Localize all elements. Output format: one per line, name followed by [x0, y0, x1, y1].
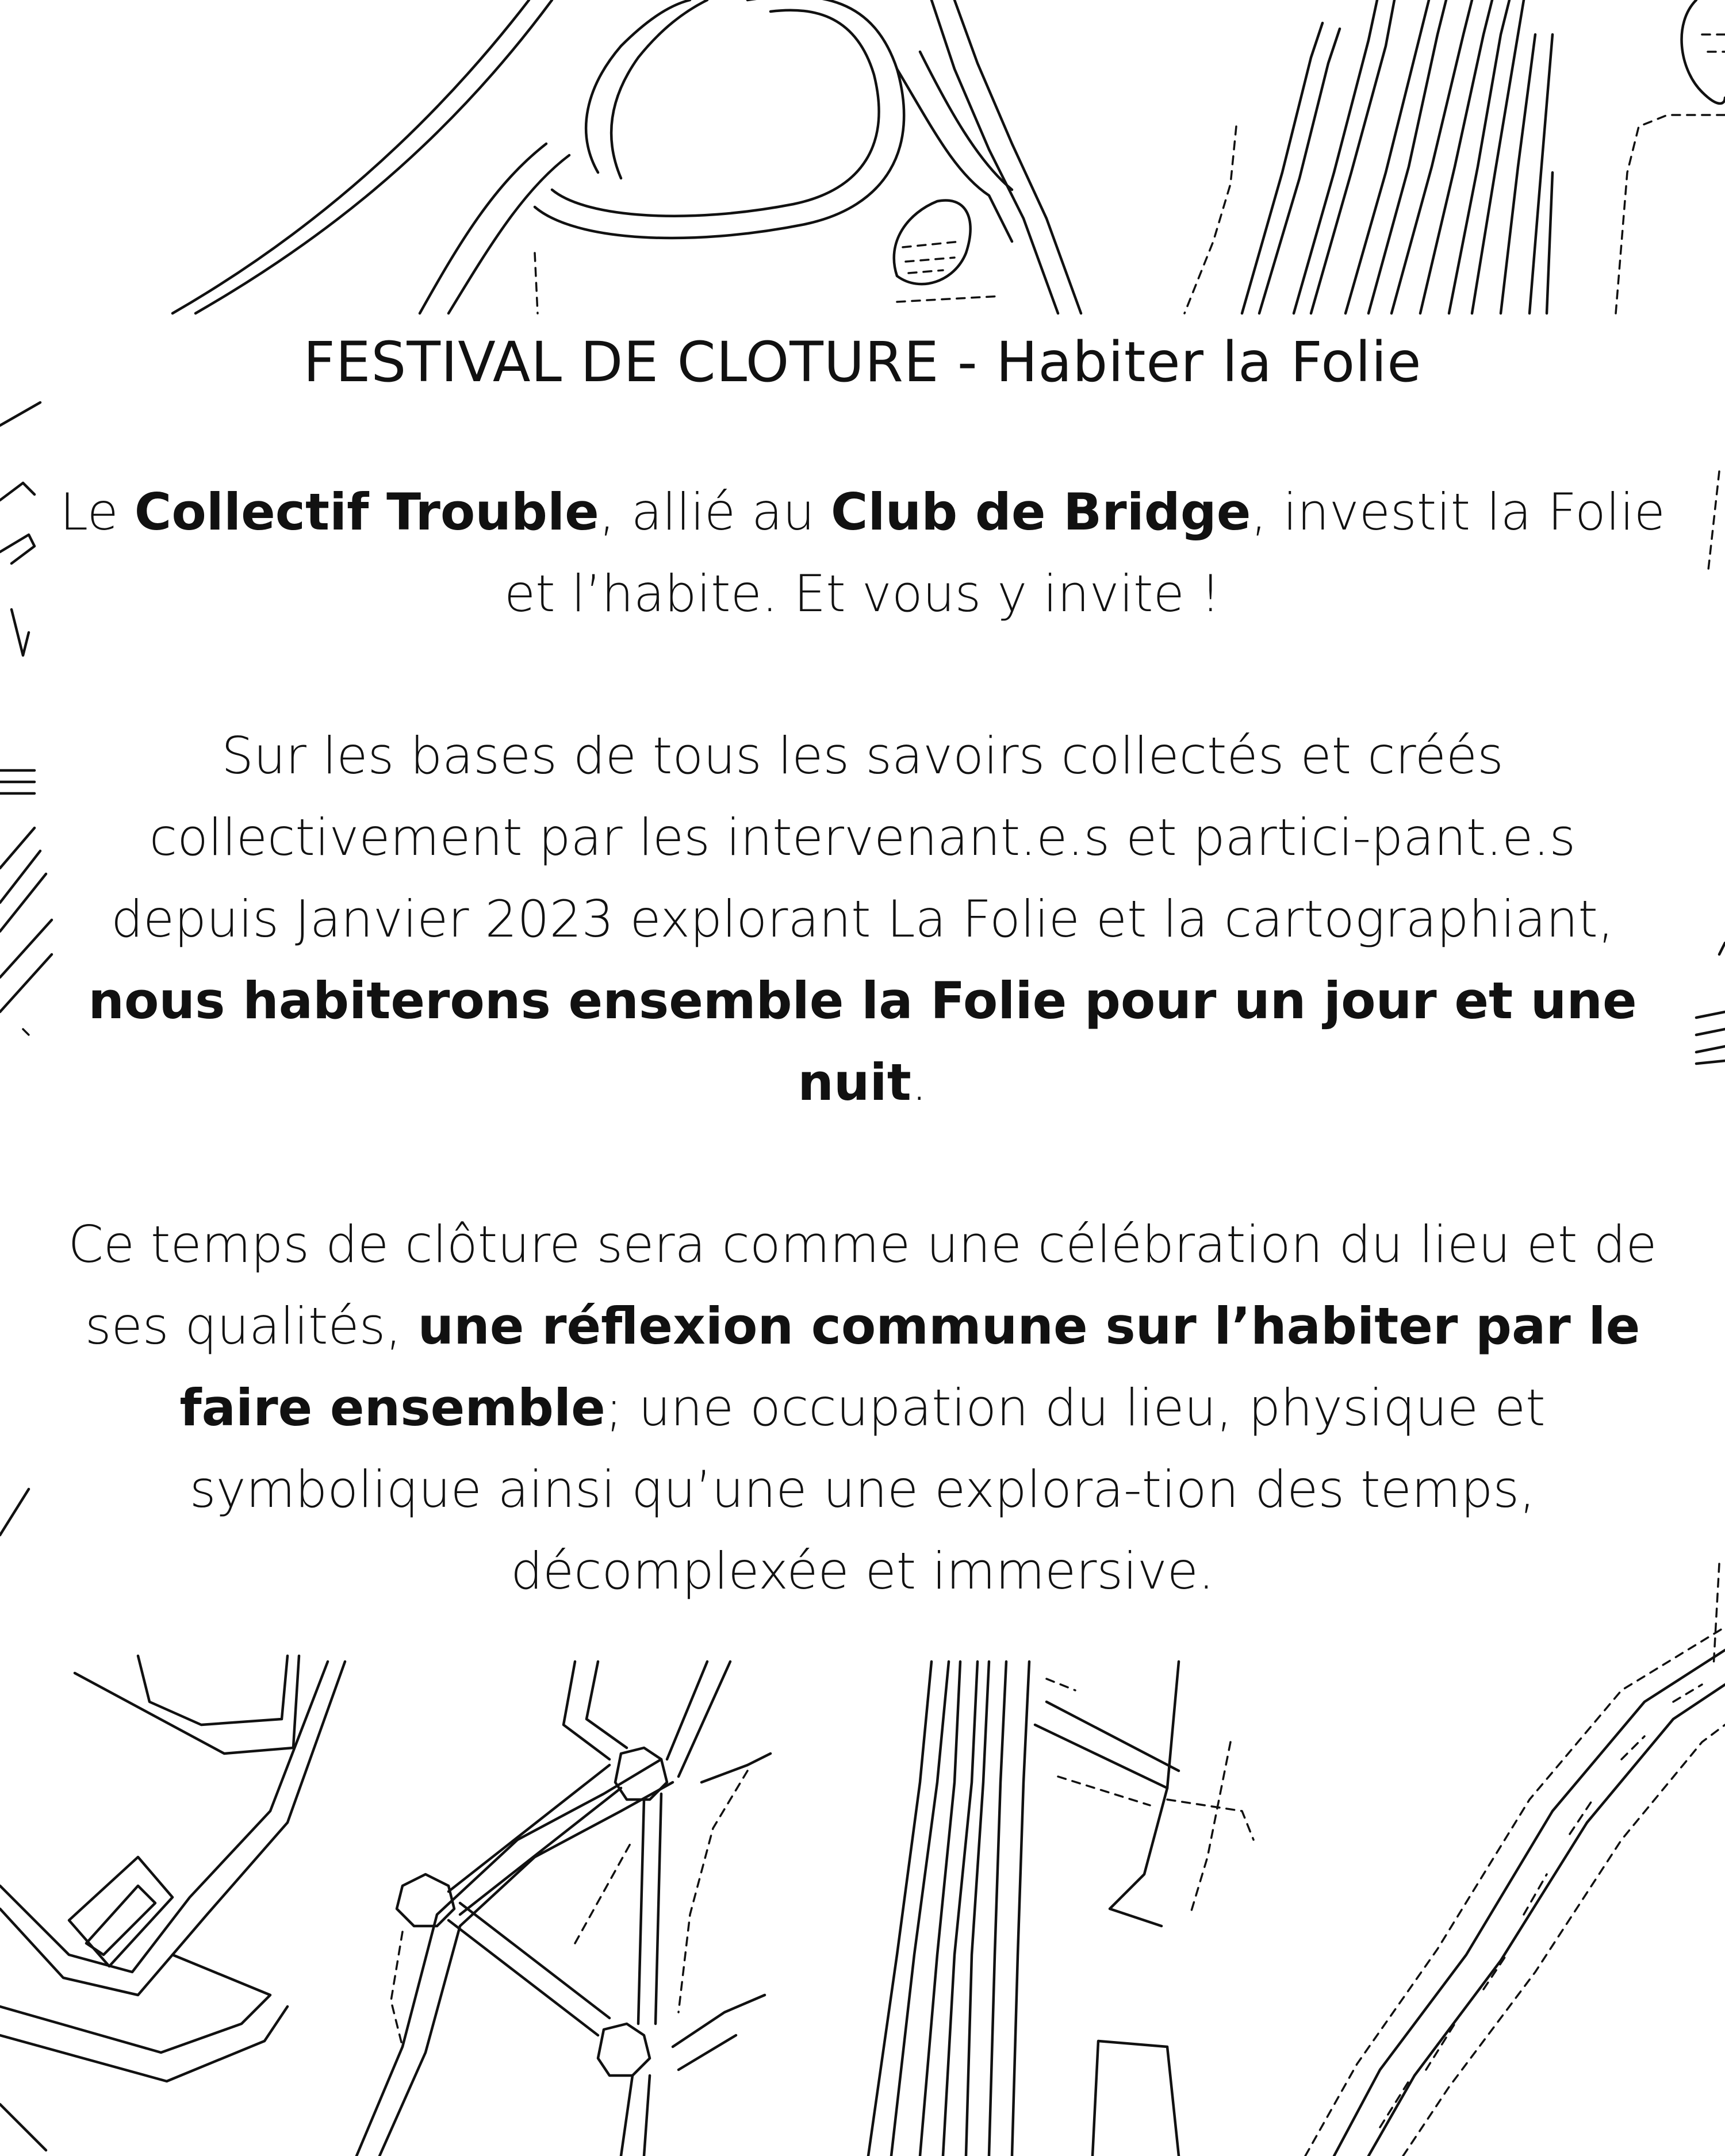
- body1-text-1: Sur les bases de tous les savoirs collectés et créés collectivement par les intervenant.e.s et partici-pant.e.s depuis Janvier 2023 explorant La Folie et la cartographiant,: [111, 726, 1614, 949]
- intro-text-2: , allié au: [599, 482, 831, 542]
- page-title: FESTIVAL DE CLOTURE - Habiter la Folie: [303, 330, 1422, 394]
- intro-bold-club: Club de Bridge: [830, 482, 1251, 542]
- body2-bold: une réflexion commune sur l’habiter par le faire ensemble: [179, 1296, 1640, 1437]
- intro-bold-collectif: Collectif Trouble: [134, 482, 599, 542]
- text-block: [57, 322, 1667, 1693]
- body1-bold: nous habiterons ensemble la Folie pour un jour et une nuit: [88, 971, 1637, 1112]
- map-bottom: [0, 1627, 1725, 2156]
- body-paragraph-2: [57, 1204, 1667, 1612]
- body2-text-2: ; une occupation du lieu, physique et symbolique ainsi qu’une une explora-tion des temps, décomplexée et immersive.: [189, 1378, 1546, 1601]
- intro-paragraph: [57, 471, 1667, 635]
- body-paragraph-1: [57, 715, 1667, 1123]
- map-left-edge: [0, 402, 52, 1535]
- map-right-edge: [1696, 471, 1725, 1667]
- intro-text-3: , investit la Folie et l’habite. Et vous y invite !: [504, 482, 1665, 623]
- body1-text-2: .: [911, 1053, 927, 1112]
- map-top: [172, 0, 1725, 313]
- intro-text-1: Le: [60, 482, 135, 542]
- body2-text-1: Ce temps de clôture sera comme une célébration du lieu et de ses qualités,: [68, 1215, 1657, 1356]
